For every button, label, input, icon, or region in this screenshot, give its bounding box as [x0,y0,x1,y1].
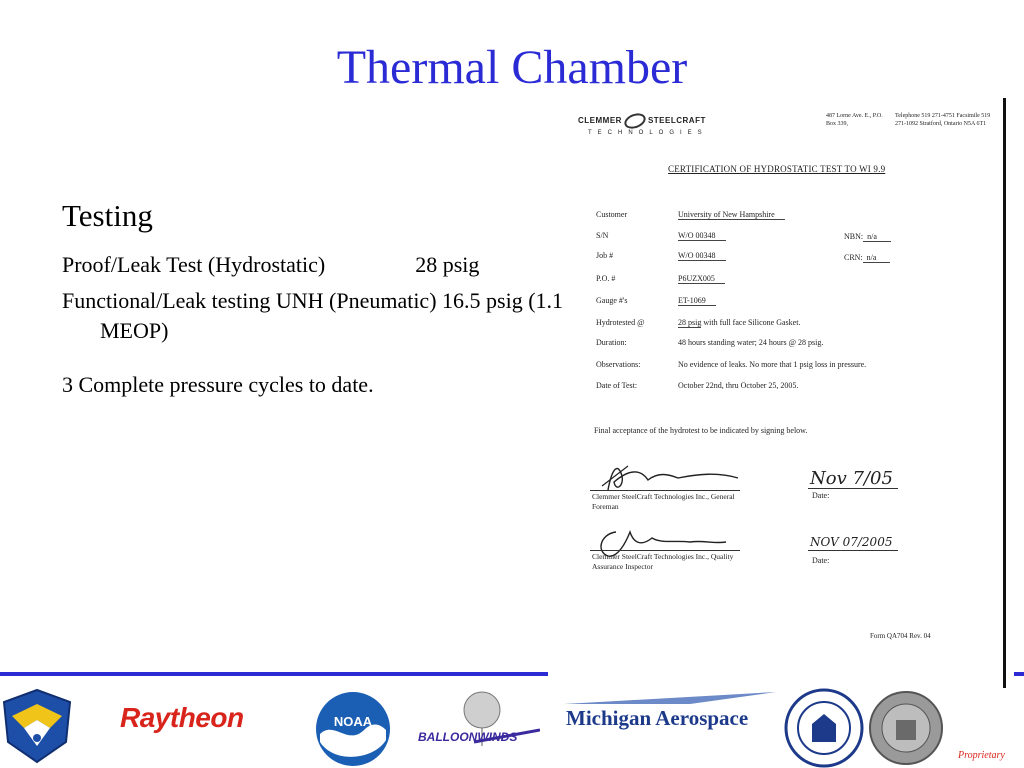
footer-rule [0,672,548,676]
michigan-swoosh-icon [560,690,780,706]
noaa-logo-icon [314,690,392,768]
field-gauge: Gauge #'s ET-1069 [596,296,716,305]
acceptance-note: Final acceptance of the hydrotest to be indicated by signing below. [594,426,808,435]
proof-leak-value: 28 psig [415,252,480,277]
pressure-cycles-line: 3 Complete pressure cycles to date. [62,372,374,397]
svg-text:NOAA: NOAA [333,714,373,729]
field-po: P.O. # P6UZX005 [596,274,725,283]
michigan-aerospace-logo: Michigan Aerospace [566,706,749,730]
signer-foreman: Clemmer SteelCraft Technologies Inc., General Foreman [592,492,735,511]
date-label-1: Date: [812,491,830,500]
signer-inspector: Clemmer SteelCraft Technologies Inc., Quality Assurance Inspector [592,552,734,571]
footer-rule-right [1014,672,1024,676]
proprietary-label: Proprietary [958,750,1005,761]
section-heading: Testing [62,198,153,233]
company-contact: Telephone 519 271-4751 Facsimile 519 271-1092 Stratford, Ontario N5A 6T1 [895,113,991,127]
certificate-title: CERTIFICATION OF HYDROSTATIC TEST TO WI 9.9 [668,164,886,174]
field-nbn: NBN: n/a [844,232,891,241]
field-job: Job # W/O 00348 [596,251,726,260]
unh-seal-icon [784,688,864,768]
field-observations: Observations: No evidence of leaks. No more that 1 psig loss in pressure. [596,360,867,369]
scan-edge [1003,98,1006,688]
field-hydrotested: Hydrotested @ 28 psig with full face Silicone Gasket. [596,318,801,327]
functional-leak-line: Functional/Leak testing UNH (Pneumatic) 16.5 psig (1.1 MEOP) [62,288,564,343]
company-address: 487 Lorne Ave. E., P.O. Box 339, [826,113,883,127]
proof-leak-line [62,250,582,280]
hydrostatic-certificate [568,98,1006,658]
svg-text:Nov 7/05: Nov 7/05 [810,468,893,489]
field-date-of-test: Date of Test: October 22nd, thru October 25, 2005. [596,381,799,390]
raytheon-logo: Raytheon [120,702,244,733]
air-force-lab-logo-icon [0,686,74,766]
balloonwinds-logo: BALLOONWINDS [418,730,518,744]
field-duration: Duration: 48 hours standing water; 24 hours @ 28 psig. [596,338,824,347]
date-label-2: Date: [812,556,830,565]
field-crn: CRN: n/a [844,253,890,262]
slide-title: Thermal Chamber [336,41,688,94]
field-sn: S/N W/O 00348 [596,231,726,240]
clemmer-logo: CLEMMER STEELCRAFT TECHNOLOGIES [578,114,706,128]
proof-leak-label: Proof/Leak Test (Hydrostatic) [62,252,326,277]
slide-content [62,198,582,400]
svg-text:NOV 07/2005: NOV 07/2005 [810,535,893,549]
field-customer: Customer University of New Hampshire [596,210,785,219]
clemmer-mark-icon [622,111,647,132]
form-id: Form QA704 Rev. 04 [870,632,931,640]
university-seal-icon [868,690,944,766]
